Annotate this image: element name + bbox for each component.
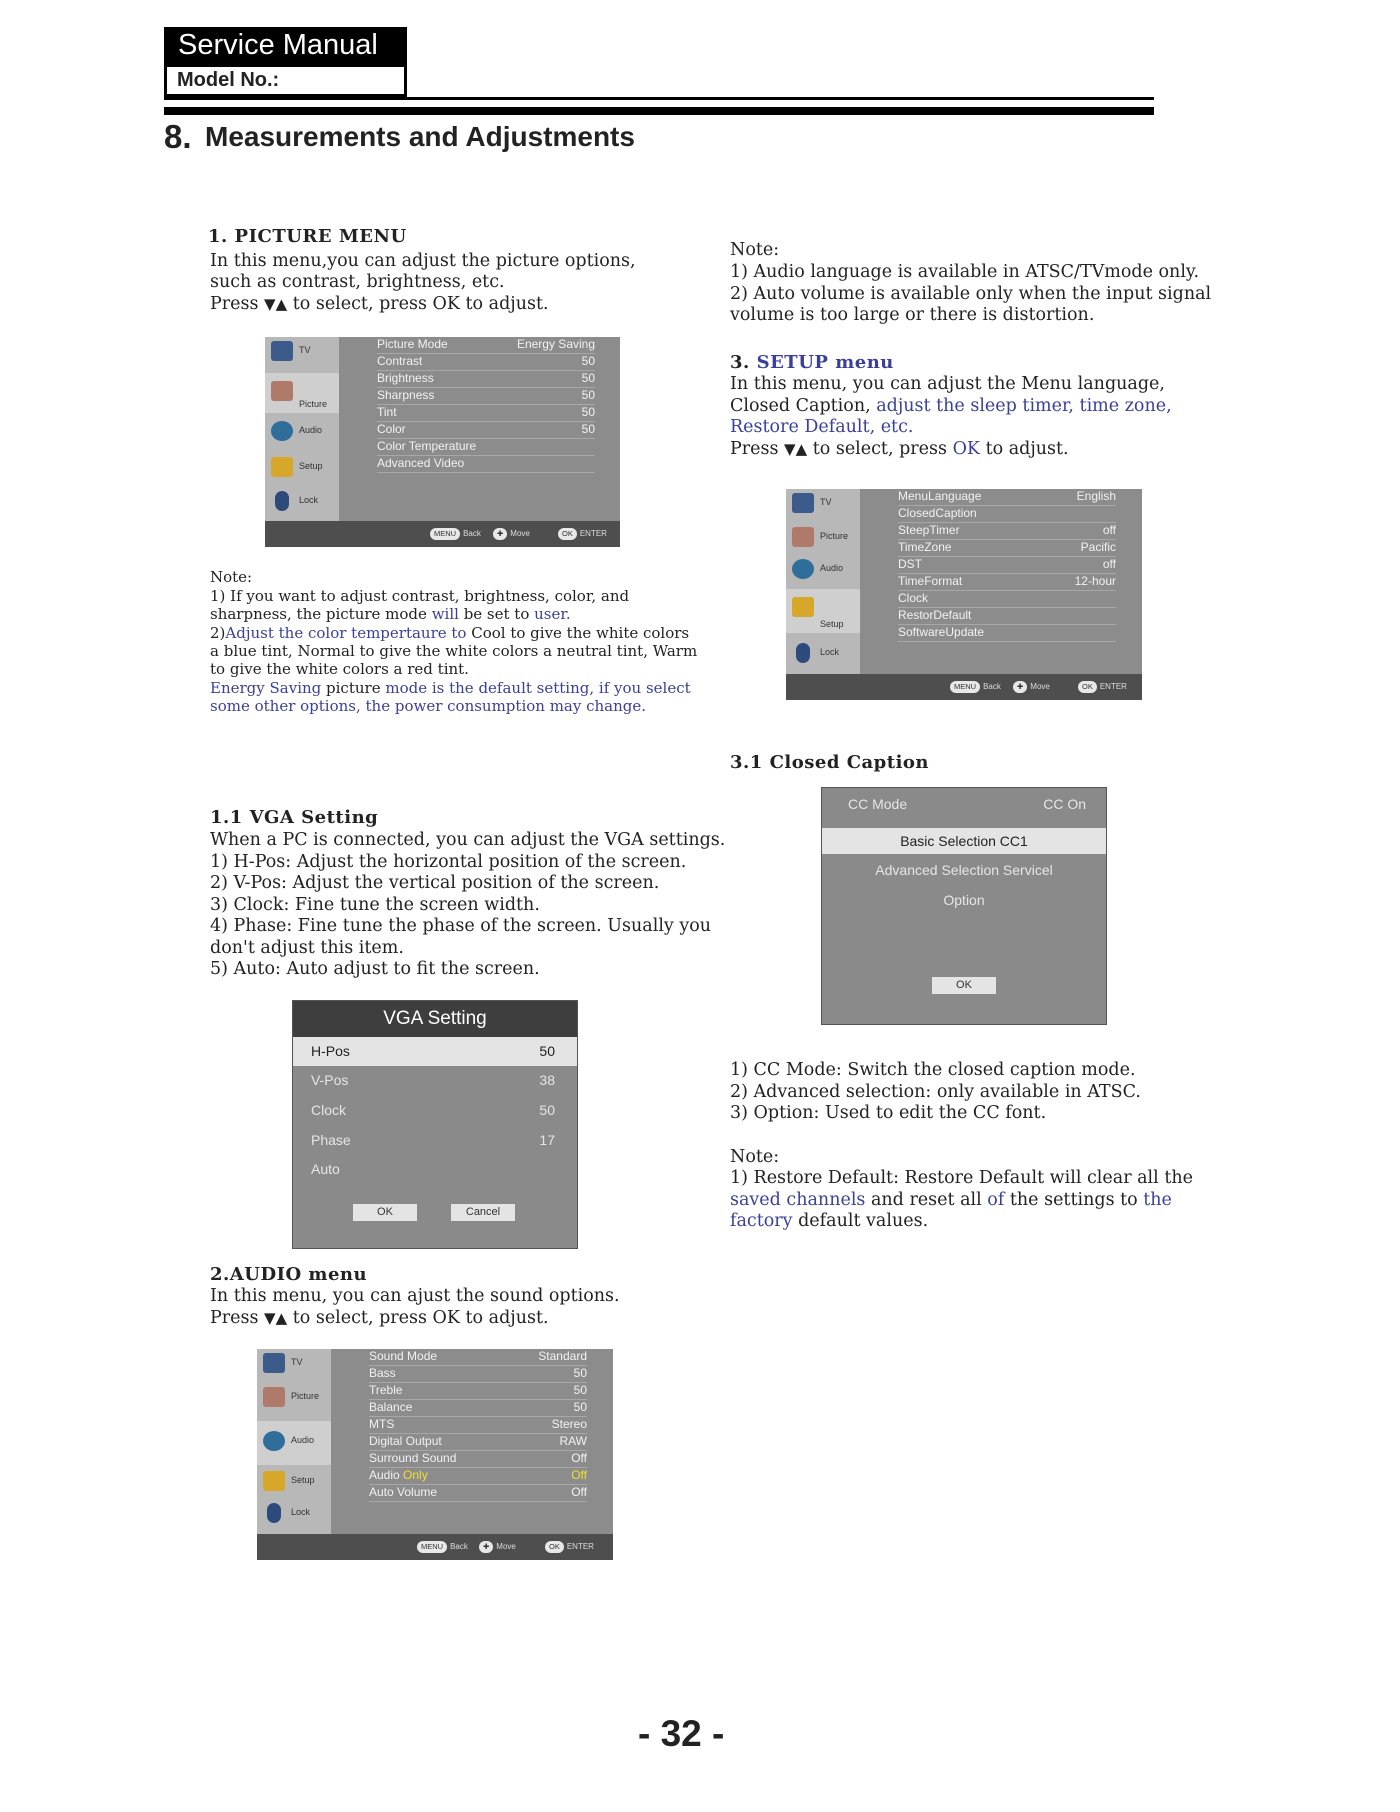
note-line: 2)Adjust the color tempertaure to Cool to give the white colors xyxy=(210,624,690,642)
sidebar-item-picture: Picture xyxy=(257,1383,331,1415)
vga-setting-dialog xyxy=(292,1000,578,1249)
lock-icon xyxy=(796,643,810,663)
menu-row-audio-only: Audio Only Off xyxy=(369,1468,587,1485)
menu-row: Color Temperature xyxy=(377,439,595,456)
vga-line: 5) Auto: Auto adjust to fit the screen. xyxy=(210,959,540,979)
menu-footer xyxy=(786,674,1142,700)
menu-row: ClosedCaption xyxy=(898,506,1116,523)
header-rule xyxy=(164,97,1154,100)
note-line: sharpness, the picture mode will be set to user. xyxy=(210,605,571,623)
menu-row: Digital Output RAW xyxy=(369,1434,587,1451)
press-label: to select, press OK to adjust. xyxy=(292,294,549,314)
note-line: some other options, the power consumption may change. xyxy=(210,697,647,715)
footer-back: MENU Back xyxy=(950,681,1001,693)
picture-menu-heading: 1. PICTURE MENU xyxy=(208,226,407,247)
vga-line: 2) V-Pos: Adjust the vertical position of the screen. xyxy=(210,873,660,893)
menu-row: SteepTimer off xyxy=(898,523,1116,540)
setup-menu-line: In this menu, you can adjust the Menu language, xyxy=(730,374,1165,394)
menu-row: Advanced Video xyxy=(377,456,595,473)
sidebar-item-lock: Lock xyxy=(257,1499,331,1531)
vga-row-hpos[interactable]: H-Pos 50 xyxy=(293,1037,577,1066)
setup-menu-line: Restore Default, etc. xyxy=(730,417,914,437)
audio-menu-heading: 2.AUDIO menu xyxy=(210,1264,368,1285)
sidebar-item-setup: Setup xyxy=(786,589,860,633)
arrow-keys-icon: ▼▲ xyxy=(264,1309,288,1327)
picture-menu-line: such as contrast, brightness, etc. xyxy=(210,272,505,292)
move-icon: ✚ xyxy=(493,528,507,540)
note-line: to give the white colors a red tint. xyxy=(210,660,469,678)
sidebar-item-tv: TV xyxy=(265,337,339,369)
sidebar-item-audio: Audio xyxy=(257,1421,331,1465)
picture-menu-screen xyxy=(265,337,620,547)
setup-menu-line: Closed Caption, adjust the sleep timer, time zone, xyxy=(730,396,1172,416)
sidebar-item-lock: Lock xyxy=(786,639,860,671)
audio-note-line: 1) Audio language is available in ATSC/TVmode only. xyxy=(730,262,1200,282)
menu-row: Bass 50 xyxy=(369,1366,587,1383)
picture-icon xyxy=(263,1387,285,1407)
menu-row: Clock xyxy=(898,591,1116,608)
manual-title: Service Manual xyxy=(164,27,407,64)
menu-row: TimeZone Pacific xyxy=(898,540,1116,557)
audio-menu-press: Press ▼▲ to select, press OK to adjust. xyxy=(210,1308,549,1328)
sidebar-item-picture: Picture xyxy=(786,523,860,555)
vga-line: 3) Clock: Fine tune the screen width. xyxy=(210,895,540,915)
press-label: Press xyxy=(210,294,259,314)
move-icon: ✚ xyxy=(1013,681,1027,693)
vga-row-auto[interactable]: Auto xyxy=(311,1161,340,1177)
arrow-keys-icon: ▼▲ xyxy=(264,295,288,313)
menu-row: TimeFormat 12-hour xyxy=(898,574,1116,591)
lock-icon xyxy=(275,491,289,511)
cc-note-line: factory default values. xyxy=(730,1211,929,1231)
cancel-button[interactable]: Cancel xyxy=(451,1204,515,1221)
picture-menu-press xyxy=(210,294,549,316)
picture-icon xyxy=(271,381,293,401)
picture-icon xyxy=(792,527,814,547)
menu-row: Sharpness 50 xyxy=(377,388,595,405)
note-title: Note: xyxy=(210,568,253,586)
setup-menu-press: Press ▼▲ to select, press OK to adjust. xyxy=(730,439,1069,459)
vga-row-phase[interactable]: Phase 17 xyxy=(311,1132,555,1148)
sidebar-item-setup: Setup xyxy=(257,1467,331,1499)
footer-enter: OK ENTER xyxy=(1078,681,1127,693)
cc-row-option[interactable]: Option xyxy=(943,892,985,908)
cc-row-advanced-selection[interactable]: Advanced Selection Servicel xyxy=(875,862,1053,878)
menu-row: Color 50 xyxy=(377,422,595,439)
footer-move: ✚ Move xyxy=(1013,681,1050,693)
menu-row: Contrast 50 xyxy=(377,354,595,371)
audio-note-line: 2) Auto volume is available only when the input signal xyxy=(730,284,1212,304)
menu-row: DST off xyxy=(898,557,1116,574)
header-rule-thick xyxy=(164,107,1154,115)
cc-note-line: 1) Restore Default: Restore Default will clear all the xyxy=(730,1168,1193,1188)
menu-row: MTS Stereo xyxy=(369,1417,587,1434)
sidebar-item-setup: Setup xyxy=(265,453,339,485)
vga-dialog-title: VGA Setting xyxy=(293,1001,577,1037)
cc-line: 3) Option: Used to edit the CC font. xyxy=(730,1103,1047,1123)
note-line: a blue tint, Normal to give the white colors a neutral tint, Warm xyxy=(210,642,698,660)
setup-menu-screen xyxy=(786,489,1142,700)
setup-icon xyxy=(792,597,814,617)
footer-back: MENU Back xyxy=(430,528,481,540)
cc-line: 2) Advanced selection: only available in ATSC. xyxy=(730,1082,1141,1102)
vga-heading: 1.1 VGA Setting xyxy=(210,807,379,828)
cc-row-basic-selection[interactable]: Basic Selection CC1 xyxy=(822,828,1106,854)
tv-icon xyxy=(271,341,293,361)
vga-row-clock[interactable]: Clock 50 xyxy=(311,1102,555,1118)
menu-row: Balance 50 xyxy=(369,1400,587,1417)
audio-note-title: Note: xyxy=(730,240,780,260)
sidebar-item-lock: Lock xyxy=(265,487,339,519)
sidebar-item-tv: TV xyxy=(257,1349,331,1381)
menu-sidebar xyxy=(265,337,339,521)
model-label: Model No.: xyxy=(164,64,407,97)
menu-row: Brightness 50 xyxy=(377,371,595,388)
menu-sidebar xyxy=(786,489,860,674)
audio-menu-screen xyxy=(257,1349,613,1560)
picture-menu-line: In this menu,you can adjust the picture options, xyxy=(210,251,636,271)
menu-row: SoftwareUpdate xyxy=(898,625,1116,642)
audio-icon xyxy=(792,559,814,579)
sidebar-item-picture: Picture xyxy=(265,373,339,413)
menu-row: MenuLanguage English xyxy=(898,489,1116,506)
tv-icon xyxy=(792,493,814,513)
audio-note-line: volume is too large or there is distortion. xyxy=(730,305,1095,325)
page-number: - 32 - xyxy=(638,1713,725,1754)
section-number: 8. xyxy=(164,118,192,155)
tv-icon xyxy=(263,1353,285,1373)
menu-row: Treble 50 xyxy=(369,1383,587,1400)
vga-line: don't adjust this item. xyxy=(210,938,404,958)
menu-row: Tint 50 xyxy=(377,405,595,422)
vga-line: 1) H-Pos: Adjust the horizontal position of the screen. xyxy=(210,852,687,872)
setup-icon xyxy=(271,457,293,477)
footer-enter: OK ENTER xyxy=(545,1541,594,1553)
ok-button[interactable]: OK xyxy=(932,977,996,994)
setup-menu-heading: 3. SETUP menu xyxy=(730,352,894,373)
sidebar-item-audio: Audio xyxy=(265,417,339,449)
move-icon: ✚ xyxy=(479,1541,493,1553)
note-line: 1) If you want to adjust contrast, brightness, color, and xyxy=(210,587,630,605)
footer-back: MENU Back xyxy=(417,1541,468,1553)
audio-icon xyxy=(271,421,293,441)
menu-row: RestorDefault xyxy=(898,608,1116,625)
cc-note-title: Note: xyxy=(730,1147,780,1167)
vga-line: When a PC is connected, you can adjust the VGA settings. xyxy=(210,830,726,850)
note-line: Energy Saving picture mode is the default setting, if you select xyxy=(210,679,691,697)
menu-row: Picture Mode Energy Saving xyxy=(377,337,595,354)
sidebar-item-tv: TV xyxy=(786,489,860,521)
audio-menu-line: In this menu, you can ajust the sound options. xyxy=(210,1286,620,1306)
closed-caption-heading: 3.1 Closed Caption xyxy=(730,752,930,773)
cc-mode-row[interactable]: CC Mode CC On xyxy=(848,796,1086,812)
closed-caption-dialog xyxy=(821,787,1107,1025)
arrow-keys-icon: ▼▲ xyxy=(784,440,808,458)
ok-button[interactable]: OK xyxy=(353,1204,417,1221)
footer-move: ✚ Move xyxy=(493,528,530,540)
cc-line: 1) CC Mode: Switch the closed caption mode. xyxy=(730,1060,1136,1080)
menu-sidebar xyxy=(257,1349,331,1534)
vga-row-vpos[interactable]: V-Pos 38 xyxy=(311,1072,555,1088)
menu-row: Auto Volume Off xyxy=(369,1485,587,1502)
menu-footer xyxy=(265,521,620,547)
audio-icon xyxy=(263,1431,285,1451)
menu-row: Surround Sound Off xyxy=(369,1451,587,1468)
setup-icon xyxy=(263,1471,285,1491)
cc-note-line: saved channels and reset all of the settings to the xyxy=(730,1190,1172,1210)
footer-enter: OK ENTER xyxy=(558,528,607,540)
menu-footer xyxy=(257,1534,613,1560)
vga-line: 4) Phase: Fine tune the phase of the screen. Usually you xyxy=(210,916,712,936)
section-title: Measurements and Adjustments xyxy=(205,121,635,152)
sidebar-item-audio: Audio xyxy=(786,555,860,587)
footer-move: ✚ Move xyxy=(479,1541,516,1553)
menu-row: Sound Mode Standard xyxy=(369,1349,587,1366)
lock-icon xyxy=(267,1503,281,1523)
